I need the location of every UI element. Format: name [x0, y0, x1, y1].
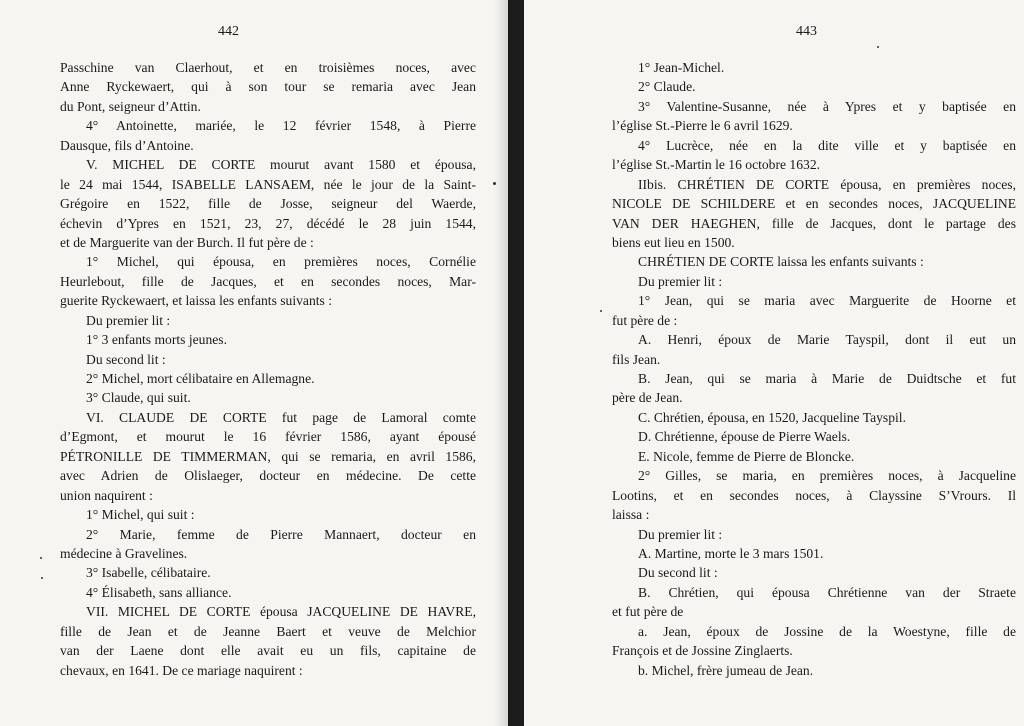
- text-line: Grégoire en 1522, fille de Josse, seigneur del Waerde,: [60, 196, 476, 212]
- left-page: [0, 0, 508, 726]
- text-line: chevaux, en 1641. De ce mariage naquirent :: [60, 662, 303, 678]
- text-line: 2° Marie, femme de Pierre Mannaert, docteur en: [86, 526, 476, 542]
- text-line: 2° Gilles, se maria, en premières noces, à Jacqueline: [638, 468, 1016, 484]
- text-line: b. Michel, frère jumeau de Jean.: [638, 662, 814, 678]
- text-line: l’église St.-Martin le 16 octobre 1632.: [612, 157, 821, 173]
- text-line: a. Jean, époux de Jossine de la Woestyne, fille de: [638, 623, 1016, 639]
- text-line: et de Marguerite van der Burch. Il fut père de :: [60, 234, 314, 250]
- text-line: Dausque, fils d’Antoine.: [60, 137, 194, 153]
- scan-speck: [493, 182, 496, 185]
- right-page: [524, 0, 1024, 726]
- text-line: union naquirent :: [60, 487, 153, 503]
- text-line: A. Martine, morte le 3 mars 1501.: [638, 545, 824, 561]
- text-line: VII. MICHEL DE CORTE épousa JACQUELINE DE HAVRE,: [86, 604, 476, 620]
- text-line: fille de Jean et de Jeanne Baert et veuve de Melchior: [60, 623, 476, 639]
- text-line: D. Chrétienne, épouse de Pierre Waels.: [638, 429, 851, 445]
- text-line: Du premier lit :: [86, 312, 171, 328]
- text-line: B. Jean, qui se maria à Marie de Duidtsche et fut: [638, 371, 1016, 386]
- text-line: VAN DER HAEGHEN, fille de Jacques, dont le partage des: [612, 215, 1016, 231]
- text-line: 2° Claude.: [638, 79, 696, 95]
- text-line: C. Chrétien, épousa, en 1520, Jacqueline Tayspil.: [638, 409, 906, 425]
- text-line: père de Jean.: [612, 390, 683, 406]
- text-line: IIbis. CHRÉTIEN DE CORTE épousa, en premières noces,: [638, 176, 1016, 192]
- text-line: 1° 3 enfants morts jeunes.: [86, 332, 227, 348]
- page-number-left: 442: [218, 24, 239, 39]
- scan-speck: [600, 310, 602, 312]
- text-line: 3° Valentine-Susanne, née à Ypres et y baptisée en: [638, 98, 1016, 114]
- text-line: échevin d’Ypres en 1521, 23, 27, décédé le 28 juin 1544,: [60, 215, 476, 231]
- text-line: guerite Ryckewaert, et laissa les enfants suivants :: [60, 293, 333, 309]
- text-line: Heurlebout, fille de Jacques, et en secondes noces, Mar-: [60, 273, 476, 289]
- text-line: biens eut lieu en 1500.: [612, 234, 735, 250]
- book-gutter: [508, 0, 524, 726]
- page-number-right: 443: [796, 24, 817, 39]
- text-line: 2° Michel, mort célibataire en Allemagne.: [86, 371, 315, 386]
- text-line: 1° Jean-Michel.: [638, 60, 725, 75]
- text-line: PÉTRONILLE DE TIMMERMAN, qui se remaria, en avril 1586,: [60, 448, 476, 464]
- text-line: fut père de :: [612, 312, 678, 328]
- text-line: 1° Jean, qui se maria avec Marguerite de Hoorne et: [638, 293, 1016, 309]
- text-line: Du premier lit :: [638, 526, 723, 542]
- text-line: Lootins, et en secondes noces, à Clayssine S’Vrours. Il: [612, 487, 1016, 503]
- text-line: Passchine van Claerhout, et en troisièmes noces, avec: [60, 60, 476, 75]
- text-line: laissa :: [612, 507, 650, 523]
- text-line: 4° Antoinette, mariée, le 12 février 1548, à Pierre: [86, 118, 476, 134]
- text-line: François et de Jossine Zinglaerts.: [612, 643, 793, 659]
- text-line: Anne Ryckewaert, qui à son tour se remaria avec Jean: [60, 79, 476, 95]
- text-line: NICOLE DE SCHILDERE et en secondes noces, JACQUELINE: [612, 196, 1016, 212]
- text-line: Du premier lit :: [638, 273, 723, 289]
- text-line: 1° Michel, qui suit :: [86, 507, 195, 523]
- text-line: B. Chrétien, qui épousa Chrétienne van der Straete: [638, 584, 1016, 600]
- left-page-text: [60, 58, 476, 680]
- text-line: E. Nicole, femme de Pierre de Bloncke.: [638, 448, 855, 464]
- text-line: A. Henri, époux de Marie Tayspil, dont il eut un: [638, 332, 1016, 348]
- text-line: V. MICHEL DE CORTE mourut avant 1580 et épousa,: [86, 157, 476, 173]
- scan-speck: [877, 46, 879, 48]
- text-line: 1° Michel, qui épousa, en premières noces, Cornélie: [86, 254, 476, 270]
- text-line: 4° Élisabeth, sans alliance.: [86, 584, 232, 600]
- text-line: du Pont, seigneur d’Attin.: [60, 98, 201, 114]
- text-line: avec Adrien de Olislaeger, docteur en médecine. De cette: [60, 468, 476, 484]
- scan-speck: [41, 577, 43, 579]
- text-line: le 24 mai 1544, ISABELLE LANSAEM, née le jour de la Saint-: [60, 176, 476, 192]
- text-line: 3° Isabelle, célibataire.: [86, 565, 211, 581]
- text-line: van der Laene dont elle avait eu un fils, capitaine de: [60, 643, 476, 659]
- text-line: Du second lit :: [86, 351, 166, 367]
- gutter-shadow-left: [494, 0, 508, 726]
- right-page-text: [612, 58, 1016, 680]
- text-line: d’Egmont, et mourut le 16 février 1586, ayant épousé: [60, 429, 476, 445]
- text-line: CHRÉTIEN DE CORTE laissa les enfants suivants :: [638, 254, 924, 270]
- scan-speck: [40, 557, 42, 559]
- text-line: 4° Lucrèce, née en la dite ville et y baptisée en: [638, 137, 1016, 153]
- text-line: VI. CLAUDE DE CORTE fut page de Lamoral comte: [86, 409, 476, 425]
- text-line: l’église St.-Pierre le 6 avril 1629.: [612, 118, 793, 134]
- text-line: et fut père de: [612, 604, 684, 620]
- text-line: 3° Claude, qui suit.: [86, 390, 191, 406]
- text-line: Du second lit :: [638, 565, 718, 581]
- text-line: fils Jean.: [612, 351, 661, 367]
- text-line: médecine à Gravelines.: [60, 545, 188, 561]
